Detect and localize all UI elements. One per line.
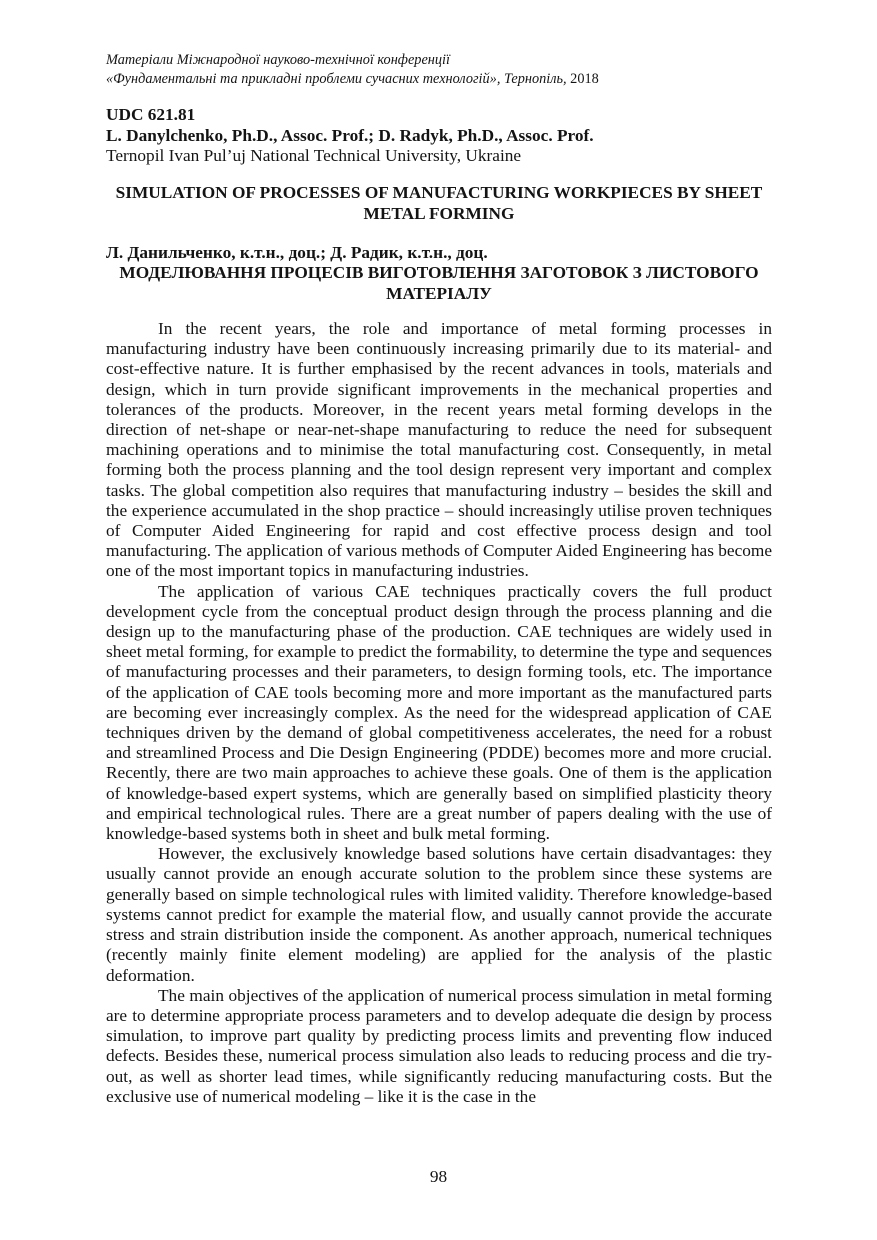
udc-code: UDC 621.81 — [106, 105, 196, 124]
paragraph-1: In the recent years, the role and importance of metal forming processes in manufacturing industry have been continuously increasing primarily due to its material- and cost-effective nature. It is further emphasised by the recent advances in tools, materials and design, which in turn provide significant improvements in the mechanical properties and tolerances of the products. Moreover, in the recent years metal forming develops in the direction of net-shape or near-net-shape manufacturing to reduce the need for subsequent machining operations and to minimise the total manufacturing cost. Consequently, in metal forming both the process planning and the tool design represent very important and complex tasks. The global competition also requires that manufacturing industry – besides the skill and the experience accumulated in the shop practice – should increasingly utilise proven techniques of Computer Aided Engineering for rapid and cost effective process design and tool manufacturing. The application of various methods of Computer Aided Engineering has become one of the most important topics in manufacturing industries. — [106, 319, 772, 581]
conference-name: «Фундаментальні та прикладні проблеми сучасних технологій», Тернопіль, — [106, 71, 567, 87]
paper-meta — [106, 105, 786, 167]
conference-year: 2018 — [570, 71, 599, 87]
body-text — [106, 319, 772, 1107]
conference-header-line-1: Матеріали Міжнародної науково-технічної конференції — [106, 52, 450, 68]
affiliation: Ternopil Ivan Pul’uj National Technical University, Ukraine — [106, 146, 522, 165]
paragraph-3: However, the exclusively knowledge based solutions have certain disadvantages: they usually cannot provide an enough accurate solution to the problem since these systems are generally based on simple technological rules with limited validity. Therefore knowledge-based systems cannot predict for example the material flow, and usually cannot provide the accurate stress and strain distribution inside the component. As another approach, numerical techniques (recently mainly finite element modeling) are applied for the analysis of the plastic deformation. — [106, 844, 772, 985]
authors-ua: Л. Данильченко, к.т.н., доц.; Д. Радик, к.т.н., доц. — [106, 243, 488, 262]
title-ua: МОДЕЛЮВАННЯ ПРОЦЕСІВ ВИГОТОВЛЕННЯ ЗАГОТОВОК З ЛИСТОВОГО МАТЕРІАЛУ — [119, 263, 759, 303]
title-en: SIMULATION OF PROCESSES OF MANUFACTURING WORKPIECES BY SHEET METAL FORMING — [115, 183, 763, 223]
conference-header-line-2 — [106, 70, 776, 89]
page-number: 98 — [429, 1167, 448, 1186]
paragraph-4: The main objectives of the application of numerical process simulation in metal forming are to determine appropriate process parameters and to develop adequate die design by process simulation, to improve part quality by predicting process limits and preventing flow induced defects. Besides these, numerical process simulation also leads to reducing process and die try-out, as well as shorter lead times, while significantly reducing manufacturing costs. But the exclusive use of numerical modeling – like it is the case in the — [106, 985, 772, 1106]
conference-header — [106, 51, 776, 89]
paragraph-2: The application of various CAE techniques practically covers the full product development cycle from the conceptual product design through the process planning and die design up to the manufacturing phase of the production. CAE techniques are widely used in sheet metal forming, for example to predict the formability, to determine the type and sequences of manufacturing processes and their parameters, to design forming tools, etc. The importance of the application of CAE tools becoming more and more important as the manufactured parts are becoming ever increasingly complex. As the need for the widespread application of CAE techniques driven by the demand of global competitiveness accelerates, the need for a robust and streamlined Process and Die Design Engineering (PDDE) becomes more and more crucial. Recently, there are two main approaches to achieve these goals. One of them is the application of knowledge-based expert systems, which are generally based on simplified plasticity theory and empirical technological rules. There are a great number of papers dealing with the use of knowledge-based systems both in sheet and bulk metal forming. — [106, 581, 772, 844]
authors-en: L. Danylchenko, Ph.D., Assoc. Prof.; D. Radyk, Ph.D., Assoc. Prof. — [106, 125, 594, 145]
